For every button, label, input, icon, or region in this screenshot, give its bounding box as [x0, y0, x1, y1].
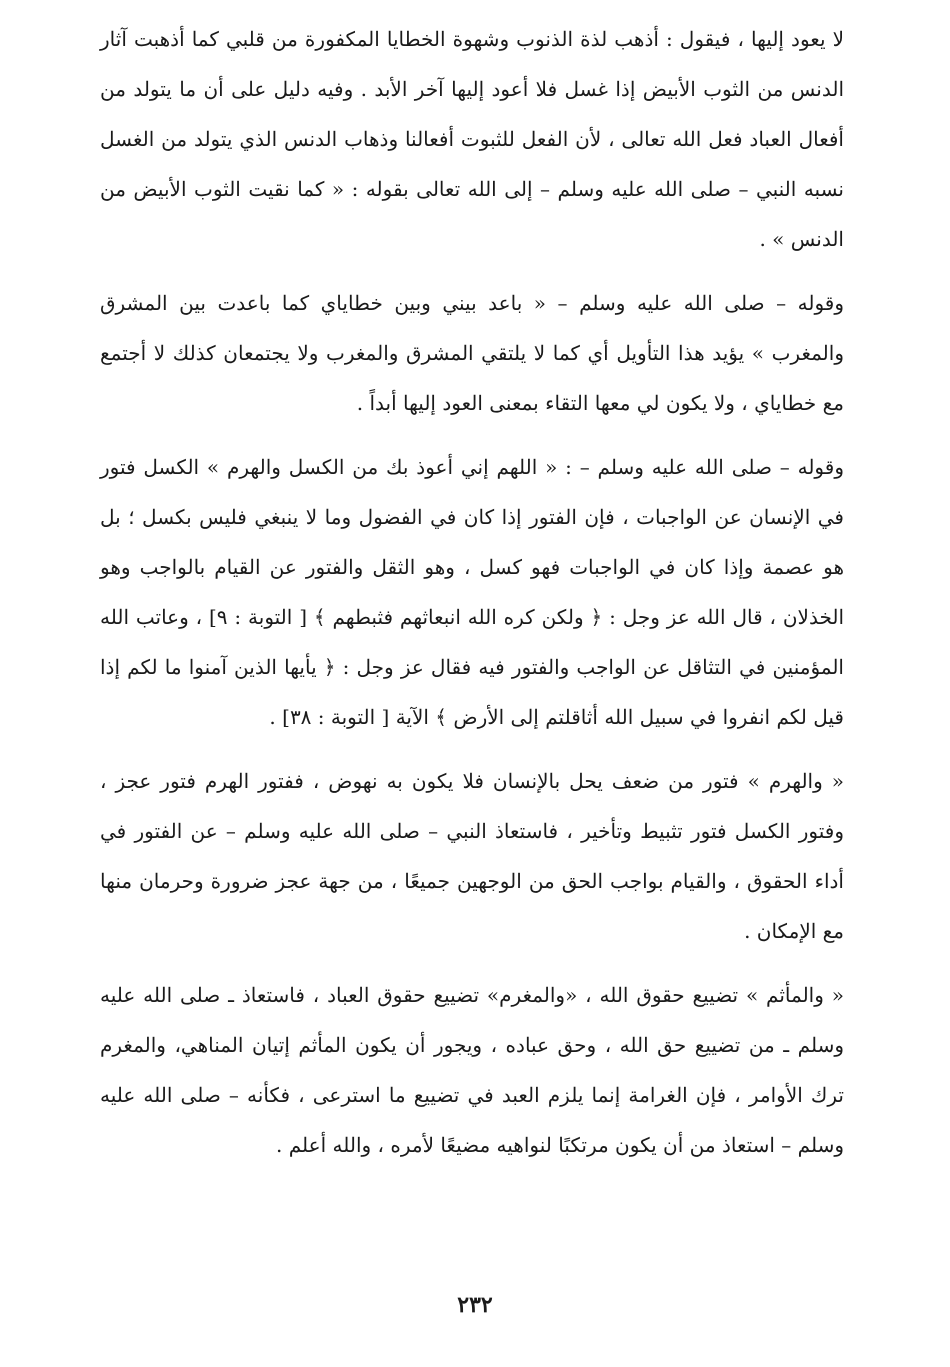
paragraph-2: وقوله – صلى الله عليه وسلم – « باعد بيني وبين خطاياي كما باعدت بين المشرق والمغرب » يؤيد هذا التأويل أي كما لا يلتقي المشرق والمغرب ولا يجتمعان كذلك لا أجتمع مع خطاياي ، ولا يكون لي معها التقاء بمعنى العود إليها أبداً .	[100, 291, 844, 415]
paragraph-1: لا يعود إليها ، فيقول : أذهب لذة الذنوب وشهوة الخطايا المكفورة من قلبي كما أذهبت آثار الدنس من الثوب الأبيض إذا غسل فلا أعود إليها آخر الأبد . وفيه دليل على أن ما يتولد من أفعال العباد فعل الله تعالى ، لأن الفعل للثبوت أفعالنا وذهاب الدنس الذي يتولد من الغسل نسبه النبي – صلى الله عليه وسلم – إلى الله تعالى بقوله : « كما نقيت الثوب الأبيض من الدنس » .	[100, 27, 844, 251]
paragraph-4: « والهرم » فتور من ضعف يحل بالإنسان فلا يكون به نهوض ، ففتور الهرم فتور عجز ، وفتور الكسل فتور تثبيط وتأخير ، فاستعاذ النبي – صلى الله عليه وسلم – عن الفتور في أداء الحقوق ، والقيام بواجب الحق من الوجهين جميعًا ، من جهة عجز ضرورة وحرمان منها مع الإمكان .	[100, 769, 844, 943]
page-body	[100, 14, 844, 1184]
page-number: ٢٣٢	[457, 1292, 493, 1318]
paragraph-5: « والمأثم » تضييع حقوق الله ، «والمغرم» تضييع حقوق العباد ، فاستعاذ ـ صلى الله عليه وسلم ـ من تضييع حق الله ، وحق عباده ، ويجور أن يكون المأثم إتيان المناهي، والمغرم ترك الأوامر ، فإن الغرامة إنما يلزم العبد في تضييع ما استرعى ، فكأنه – صلى الله عليه وسلم – استعاذ من أن يكون مرتكبًا لنواهيه مضيعًا لأمره ، والله أعلم .	[100, 983, 844, 1157]
paragraph-3: وقوله – صلى الله عليه وسلم – : « اللهم إني أعوذ بك من الكسل والهرم » الكسل فتور في الإنسان عن الواجبات ، فإن الفتور إذا كان في الفضول وما لا ينبغي فليس بكسل ؛ بل هو عصمة وإذا كان في الواجبات فهو كسل ، وهو الثقل والفتور عن القيام بالواجب وهو الخذلان ، قال الله عز وجل : ﴿ ولكن كره الله انبعاثهم فثبطهم ﴾ [ التوبة : ٩] ، وعاتب الله المؤمنين في التثاقل عن الواجب والفتور فيه فقال عز وجل : ﴿ يأيها الذين آمنوا ما لكم إذا قيل لكم انفروا في سبيل الله أثاقلتم إلى الأرض ﴾ الآية [ التوبة : ٣٨] .	[100, 455, 844, 729]
